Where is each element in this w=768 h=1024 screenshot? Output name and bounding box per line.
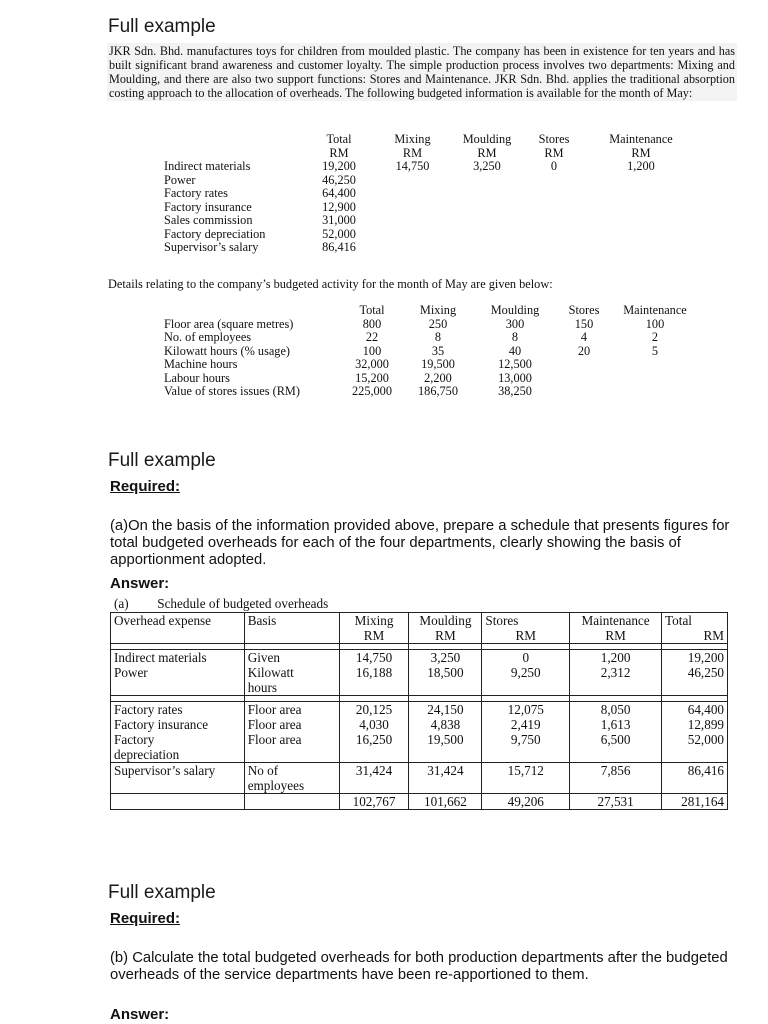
table-row [164, 187, 698, 201]
cell-total: 64,400 12,899 52,000 [662, 702, 728, 763]
table-row [164, 241, 698, 255]
cell: 14,750 [395, 159, 430, 173]
total-maintenance: 27,531 [570, 794, 662, 810]
col-stores: Stores RM [482, 613, 570, 644]
cell-maintenance: 7,856 [570, 763, 662, 794]
answer-label-b: Answer: [110, 1006, 170, 1023]
row-label: Labour hours [164, 370, 230, 385]
cell: 12,900 [322, 199, 356, 214]
cell: 32,000 [355, 357, 389, 371]
cell: 4 [580, 330, 588, 344]
table1-col-maintenance: Maintenance RM [609, 132, 673, 160]
total-mixing: 102,767 [339, 794, 409, 810]
col-total: Total RM [662, 613, 728, 644]
table-row [164, 385, 696, 399]
row-label: Floor area (square metres) [164, 316, 294, 331]
cell: 150 [574, 316, 594, 331]
cell: 13,000 [498, 370, 532, 385]
cell-stores: 0 9,250 [482, 650, 570, 696]
row-label: Factory insurance [164, 199, 252, 214]
table2-col-maintenance: Maintenance [623, 303, 687, 317]
table-row [164, 201, 698, 215]
cell-mixing: 14,750 16,188 [339, 650, 409, 696]
col-overhead-expense: Overhead expense [111, 613, 245, 644]
table2-col-stores: Stores [568, 303, 600, 317]
cell: 22 [365, 330, 379, 344]
required-label-b: Required: [110, 910, 181, 927]
cell-stores: 15,712 [482, 763, 570, 794]
cell: 31,000 [322, 213, 356, 227]
question-b: (b) Calculate the total budgeted overheads for both production departments after the budgeted overheads of the service departments have been re-apportioned to them. [110, 950, 728, 983]
col-mixing: Mixing RM [339, 613, 409, 644]
table-row [164, 372, 696, 386]
table1-col-total: Total RM [326, 132, 352, 160]
total-overall: 281,164 [662, 794, 728, 810]
cell: 20 [577, 343, 591, 358]
table2-col-mixing: Mixing [419, 303, 457, 317]
question-a: (a)On the basis of the information provided above, prepare a schedule that presents figures for total budgeted overheads for each of the four departments, clearly showing the basis of apportionment adopted. [110, 518, 730, 568]
cell: 2 [651, 330, 659, 344]
row-label: Sales commission [164, 213, 253, 227]
table1-col-moulding: Moulding RM [462, 132, 512, 160]
table1-col-stores: Stores RM [538, 132, 570, 160]
cell: 52,000 [322, 226, 356, 241]
schedule-header-row [111, 613, 728, 644]
table-row [111, 763, 728, 794]
cell-expense: Supervisor’s salary [111, 763, 245, 794]
row-label: Factory rates [164, 186, 228, 200]
cell: 0 [550, 159, 558, 173]
cell: 15,200 [355, 370, 389, 385]
overheads-table [164, 133, 698, 255]
cell: 8 [511, 330, 519, 344]
cell: 5 [651, 343, 659, 358]
cell: 12,500 [498, 357, 532, 371]
row-label: No. of employees [164, 330, 252, 344]
cell: 19,200 [322, 159, 356, 173]
section1-heading: Full example [108, 16, 216, 37]
row-label: Supervisor’s salary [164, 240, 259, 254]
cell: 186,750 [418, 384, 458, 398]
table-row [111, 702, 728, 763]
cell: 3,250 [473, 159, 501, 173]
cell: 1,200 [627, 159, 655, 173]
table-row [111, 650, 728, 696]
cell-maintenance: 1,200 2,312 [570, 650, 662, 696]
cell-mixing: 20,125 4,030 16,250 [339, 702, 409, 763]
activity-table [164, 304, 696, 399]
answer-label: Answer: [110, 575, 170, 592]
cell-basis: No of employees [244, 763, 339, 794]
table-row [164, 174, 698, 188]
table1-col-mixing: Mixing RM [394, 132, 431, 160]
table-row [164, 318, 696, 332]
row-label: Indirect materials [164, 159, 251, 173]
row-label: Machine hours [164, 357, 238, 371]
cell: 38,250 [498, 384, 532, 398]
cell: 300 [505, 316, 525, 331]
cell-moulding: 24,150 4,838 19,500 [409, 702, 482, 763]
intro-paragraph: JKR Sdn. Bhd. manufactures toys for children from moulded plastic. The company has been in existence for ten years and has built significant brand awareness and customer loyalty. The simple production process involves two departments: Mixing and Moulding, and there are also two support functions: Stores and Maintenance. JKR Sdn. Bhd. applies the traditional absorption costing approach to the allocation of overheads. The following budgeted information is available for the month of May: [109, 44, 735, 100]
cell-moulding: 3,250 18,500 [409, 650, 482, 696]
activity-table-header [164, 304, 696, 318]
cell: 100 [362, 343, 382, 358]
cell-total: 86,416 [662, 763, 728, 794]
cell: 250 [428, 316, 448, 331]
cell: 8 [434, 330, 442, 344]
cell: 46,250 [322, 172, 356, 187]
table-row [164, 214, 698, 228]
cell: 2,200 [424, 370, 452, 385]
cell-expense: Indirect materials Power [111, 650, 245, 696]
table-row [164, 345, 696, 359]
row-label: Power [164, 172, 196, 187]
cell: 800 [362, 316, 382, 331]
details-text: Details relating to the company’s budgeted activity for the month of May are given below: [108, 277, 553, 291]
cell: 40 [508, 343, 522, 358]
col-basis: Basis [244, 613, 339, 644]
schedule-table [110, 612, 728, 810]
col-moulding: Moulding RM [409, 613, 482, 644]
col-maintenance: Maintenance RM [570, 613, 662, 644]
table2-col-total: Total [359, 303, 385, 317]
row-label: Kilowatt hours (% usage) [164, 343, 291, 358]
schedule-part: (a) [114, 596, 129, 611]
table-row [164, 160, 698, 174]
table-row [164, 228, 698, 242]
overheads-table-header [164, 133, 698, 160]
row-label: Value of stores issues (RM) [164, 384, 300, 398]
schedule-caption [114, 596, 328, 612]
required-label: Required: [110, 478, 181, 495]
total-moulding: 101,662 [409, 794, 482, 810]
schedule-title: Schedule of budgeted overheads [157, 596, 329, 611]
cell-basis: Floor area Floor area Floor area [244, 702, 339, 763]
cell-moulding: 31,424 [409, 763, 482, 794]
cell: 19,500 [421, 357, 455, 371]
table-row [164, 358, 696, 372]
cell: 86,416 [322, 240, 356, 254]
table-row [164, 331, 696, 345]
totals-row [111, 794, 728, 810]
section2-heading: Full example [108, 450, 216, 471]
table2-col-moulding: Moulding [490, 303, 540, 317]
cell: 35 [431, 343, 445, 358]
cell: 225,000 [352, 384, 392, 398]
cell-stores: 12,075 2,419 9,750 [482, 702, 570, 763]
total-stores: 49,206 [482, 794, 570, 810]
cell-mixing: 31,424 [339, 763, 409, 794]
row-label: Factory depreciation [164, 226, 266, 241]
cell: 64,400 [322, 186, 356, 200]
cell-total: 19,200 46,250 [662, 650, 728, 696]
section3-heading: Full example [108, 882, 216, 903]
cell-maintenance: 8,050 1,613 6,500 [570, 702, 662, 763]
cell-expense: Factory rates Factory insurance Factory depreciation [111, 702, 245, 763]
cell-basis: Given Kilowatt hours [244, 650, 339, 696]
cell: 100 [645, 316, 665, 331]
